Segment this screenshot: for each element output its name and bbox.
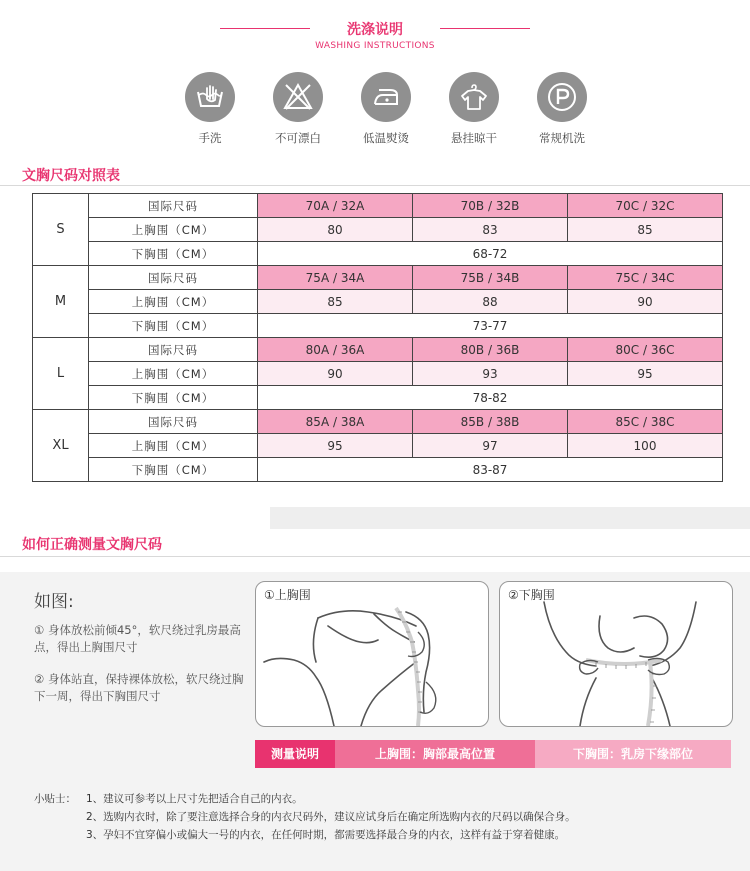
row-label-lower: 下胸围（CM） bbox=[89, 242, 258, 266]
row-label-upper: 上胸围（CM） bbox=[89, 362, 258, 386]
legend-upper-bust: 上胸围：胸部最高位置 bbox=[335, 740, 535, 768]
upper-bust-cell: 83 bbox=[413, 218, 568, 242]
wash-label: 低温熨烫 bbox=[363, 131, 409, 145]
upper-bust-cell: 95 bbox=[258, 434, 413, 458]
hang-dry-icon bbox=[449, 72, 499, 122]
intl-size-cell: 80A / 36A bbox=[258, 338, 413, 362]
table-row bbox=[33, 386, 723, 410]
wash-label: 悬挂晾干 bbox=[451, 131, 497, 145]
row-label-upper: 上胸围（CM） bbox=[89, 218, 258, 242]
table-row bbox=[33, 290, 723, 314]
panel-label-upper: ①上胸围 bbox=[264, 588, 311, 602]
wash-label: 常规机洗 bbox=[539, 131, 585, 145]
row-label-lower: 下胸围（CM） bbox=[89, 314, 258, 338]
decorative-gray-band bbox=[270, 507, 750, 529]
table-row bbox=[33, 266, 723, 290]
intl-size-cell: 85B / 38B bbox=[413, 410, 568, 434]
lower-bust-cell: 68-72 bbox=[258, 242, 723, 266]
low-iron-icon bbox=[361, 72, 411, 122]
wash-item-no-bleach bbox=[258, 72, 338, 146]
washing-icons bbox=[170, 72, 610, 152]
wash-item-hang-dry bbox=[434, 72, 514, 146]
upper-bust-cell: 88 bbox=[413, 290, 568, 314]
washing-header bbox=[0, 14, 750, 50]
section-divider bbox=[0, 185, 750, 186]
upper-bust-cell: 80 bbox=[258, 218, 413, 242]
row-label-lower: 下胸围（CM） bbox=[89, 386, 258, 410]
section-divider bbox=[0, 556, 750, 557]
upper-bust-illustration bbox=[255, 581, 489, 727]
intl-size-cell: 85C / 38C bbox=[568, 410, 723, 434]
size-name-m: M bbox=[33, 266, 89, 338]
table-row bbox=[33, 218, 723, 242]
measure-intro: 如图: bbox=[34, 592, 74, 612]
intl-size-cell: 80B / 36B bbox=[413, 338, 568, 362]
intl-size-cell: 85A / 38A bbox=[258, 410, 413, 434]
table-row bbox=[33, 362, 723, 386]
tips-label: 小贴士： bbox=[34, 793, 76, 805]
intl-size-cell: 70B / 32B bbox=[413, 194, 568, 218]
size-name-xl: XL bbox=[33, 410, 89, 482]
row-label-intl: 国际尺码 bbox=[89, 410, 258, 434]
wash-item-machine-wash bbox=[522, 72, 602, 146]
legend-lower-bust: 下胸围：乳房下缘部位 bbox=[535, 740, 731, 768]
intl-size-cell: 75C / 34C bbox=[568, 266, 723, 290]
under-bust-figure bbox=[500, 582, 732, 726]
upper-bust-figure bbox=[256, 582, 488, 726]
wash-label: 手洗 bbox=[198, 131, 222, 145]
size-name-s: S bbox=[33, 194, 89, 266]
upper-bust-cell: 90 bbox=[568, 290, 723, 314]
washing-title: 洗涤说明 bbox=[347, 22, 403, 38]
intl-size-cell: 75A / 34A bbox=[258, 266, 413, 290]
upper-bust-cell: 100 bbox=[568, 434, 723, 458]
upper-bust-cell: 85 bbox=[568, 218, 723, 242]
tip-item: 2、选购内衣时，除了要注意选择合身的内衣尺码外，建议应试身后在确定所选购内衣的尺码以确保合身。 bbox=[86, 811, 576, 823]
lower-bust-cell: 78-82 bbox=[258, 386, 723, 410]
measure-step-1: ① 身体放松前倾45°，软尺绕过乳房最高点，得出上胸围尺寸 bbox=[34, 623, 241, 654]
upper-bust-cell: 97 bbox=[413, 434, 568, 458]
header-divider-right bbox=[440, 28, 530, 29]
table-row bbox=[33, 242, 723, 266]
wash-item-hand-wash bbox=[170, 72, 250, 146]
measure-step-2: ② 身体站直，保持裸体放松，软尺绕过胸下一周，得出下胸围尺寸 bbox=[34, 672, 244, 703]
hand-wash-icon bbox=[185, 72, 235, 122]
tip-item: 1、建议可参考以上尺寸先把适合自己的内衣。 bbox=[86, 793, 303, 805]
measure-title: 如何正确测量文胸尺码 bbox=[22, 537, 162, 553]
size-chart-title: 文胸尺码对照表 bbox=[22, 168, 120, 184]
panel-label-lower: ②下胸围 bbox=[508, 588, 555, 602]
size-name-l: L bbox=[33, 338, 89, 410]
upper-bust-cell: 90 bbox=[258, 362, 413, 386]
intl-size-cell: 75B / 34B bbox=[413, 266, 568, 290]
size-chart-table bbox=[32, 193, 723, 482]
row-label-lower: 下胸围（CM） bbox=[89, 458, 258, 482]
upper-bust-cell: 95 bbox=[568, 362, 723, 386]
table-row bbox=[33, 458, 723, 482]
intl-size-cell: 70A / 32A bbox=[258, 194, 413, 218]
table-row bbox=[33, 434, 723, 458]
machine-wash-icon bbox=[537, 72, 587, 122]
row-label-upper: 上胸围（CM） bbox=[89, 434, 258, 458]
wash-item-low-iron bbox=[346, 72, 426, 146]
table-row bbox=[33, 314, 723, 338]
row-label-intl: 国际尺码 bbox=[89, 266, 258, 290]
wash-label: 不可漂白 bbox=[275, 131, 321, 145]
intl-size-cell: 70C / 32C bbox=[568, 194, 723, 218]
row-label-upper: 上胸围（CM） bbox=[89, 290, 258, 314]
intl-size-cell: 80C / 36C bbox=[568, 338, 723, 362]
lower-bust-cell: 83-87 bbox=[258, 458, 723, 482]
no-bleach-icon bbox=[273, 72, 323, 122]
table-row bbox=[33, 338, 723, 362]
upper-bust-cell: 85 bbox=[258, 290, 413, 314]
lower-bust-cell: 73-77 bbox=[258, 314, 723, 338]
table-row bbox=[33, 410, 723, 434]
row-label-intl: 国际尺码 bbox=[89, 194, 258, 218]
legend-title: 测量说明 bbox=[255, 740, 335, 768]
washing-subtitle: WASHING INSTRUCTIONS bbox=[315, 41, 435, 51]
table-row bbox=[33, 194, 723, 218]
tip-item: 3、孕妇不宜穿偏小或偏大一号的内衣，在任何时期，都需要选择最合身的内衣，这样有益于穿着健康。 bbox=[86, 829, 566, 841]
under-bust-illustration bbox=[499, 581, 733, 727]
upper-bust-cell: 93 bbox=[413, 362, 568, 386]
row-label-intl: 国际尺码 bbox=[89, 338, 258, 362]
